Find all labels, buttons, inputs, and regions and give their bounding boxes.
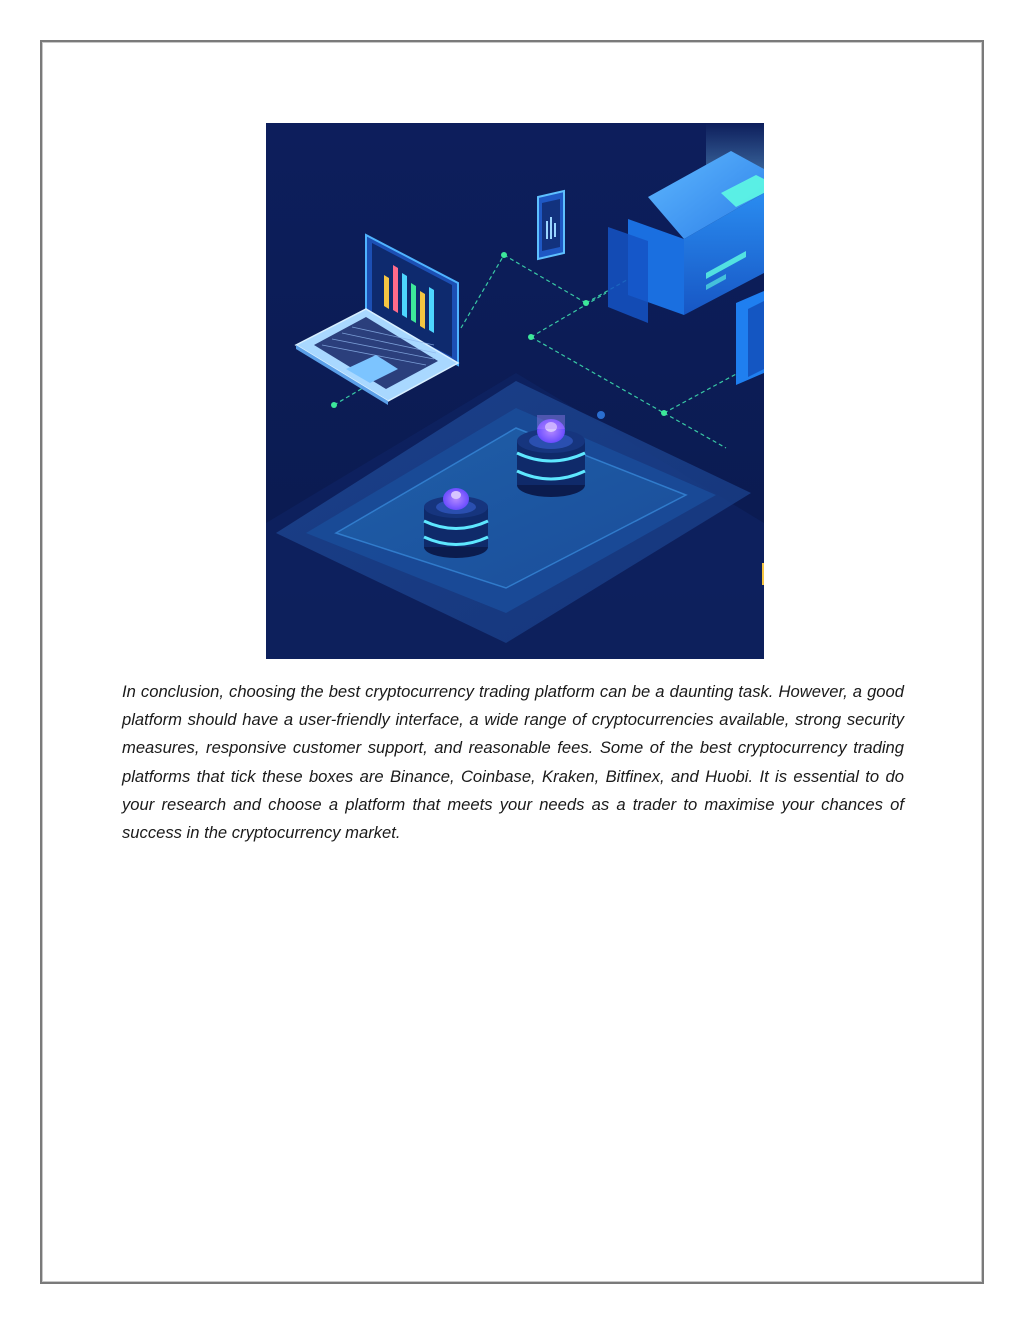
crypto-network-illustration [266, 123, 764, 659]
network-node-dim [597, 411, 605, 419]
conclusion-paragraph: In conclusion, choosing the best cryptocurrency trading platform can be a daunting task. However, a good platform should have a user-friendly interface, a wide range of cryptocurrencies available, strong security measures, responsive customer support, and reasonable fees. Some of the best cryptocurrency trading platforms that tick these boxes are Binance, Coinbase, Kraken, Bitfinex, and Huobi. It is essential to do your research and choose a platform that meets your needs as a trader to maximise your chances of success in the cryptocurrency market. [122, 682, 904, 843]
smartphone-icon [538, 191, 564, 259]
page-frame [40, 40, 984, 1284]
illustration-canvas [266, 123, 764, 659]
